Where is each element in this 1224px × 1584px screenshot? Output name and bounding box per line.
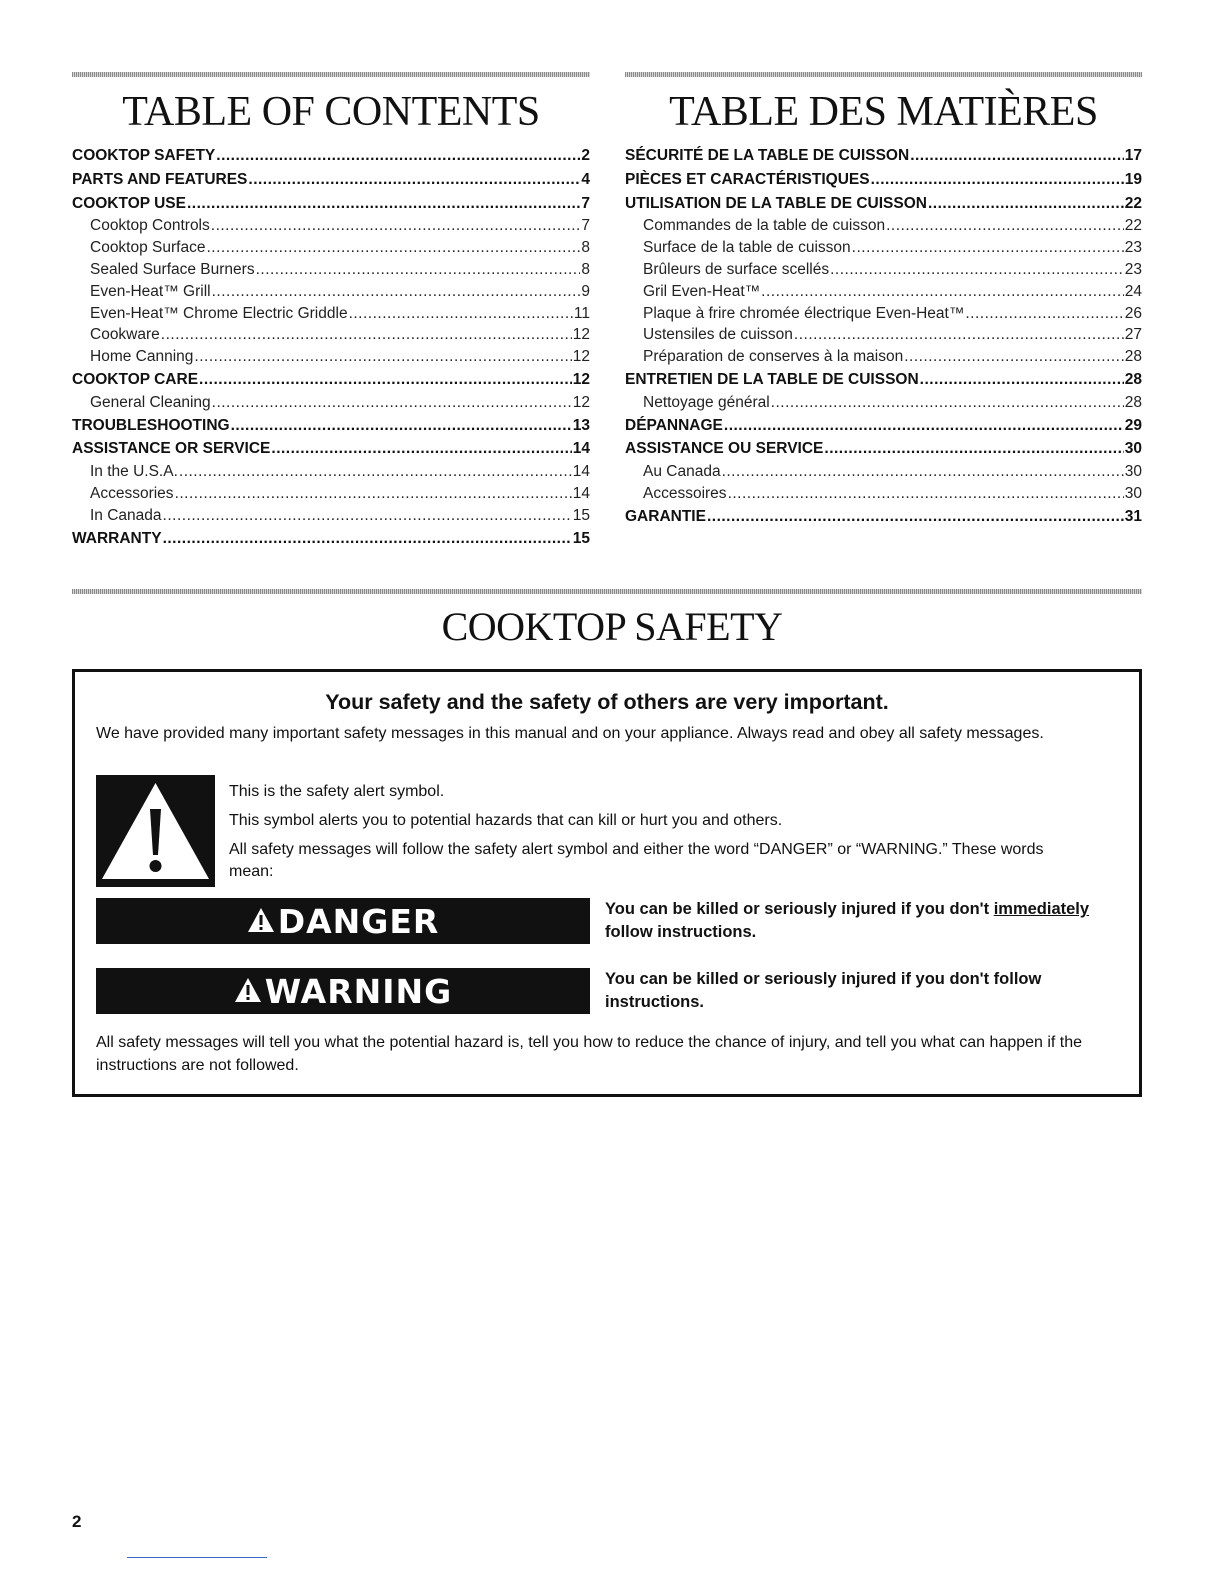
toc-entry[interactable] — [625, 144, 1142, 168]
toc-leader — [194, 346, 571, 368]
toc-entry-page: 14 — [572, 484, 590, 502]
toc-entry-page: 14 — [572, 440, 590, 458]
toc-leader — [871, 168, 1124, 192]
toc-entry[interactable] — [625, 505, 1142, 529]
alert-line-1: This is the safety alert symbol. — [229, 783, 445, 800]
safety-box — [72, 669, 1142, 1097]
toc-list-fr — [625, 144, 1142, 529]
toc-entry[interactable] — [72, 281, 590, 303]
toc-leader — [231, 414, 572, 438]
section-rule — [72, 589, 1142, 594]
danger-message — [605, 898, 1135, 944]
toc-entry-label: PARTS AND FEATURES — [72, 170, 248, 188]
toc-entry[interactable] — [625, 461, 1142, 483]
toc-leader — [965, 303, 1123, 325]
toc-entry-label: ASSISTANCE OR SERVICE — [72, 440, 271, 458]
toc-entry[interactable] — [72, 483, 590, 505]
toc-entry-page: 15 — [572, 529, 590, 547]
toc-leader — [830, 259, 1124, 281]
toc-entry-label: Cookware — [90, 326, 160, 344]
toc-leader — [179, 461, 572, 483]
toc-leader — [920, 368, 1124, 392]
toc-entry[interactable] — [72, 303, 590, 325]
toc-entry-page: 23 — [1124, 239, 1142, 257]
toc-entry-page: 13 — [572, 416, 590, 434]
toc-entry[interactable] — [72, 527, 590, 551]
danger-message-part-a: You can be killed or seriously injured if you don't — [605, 900, 994, 918]
toc-entry-page: 9 — [581, 282, 590, 300]
toc-entry-page: 7 — [581, 194, 590, 212]
toc-entry[interactable] — [625, 437, 1142, 461]
toc-entry-label: ENTRETIEN DE LA TABLE DE CUISSON — [625, 370, 919, 388]
toc-leader — [163, 527, 572, 551]
toc-entry-page: 14 — [572, 463, 590, 481]
toc-leader — [187, 192, 580, 216]
toc-entry-page: 30 — [1124, 484, 1142, 502]
safety-outro: All safety messages will tell you what the potential hazard is, tell you how to reduce the chance of injury, and tell you what can happen if the instructions are not followed. — [96, 1034, 1083, 1074]
toc-entry-label: Sealed Surface Burners — [90, 260, 255, 278]
toc-entry-label: Accessoires — [643, 484, 727, 502]
section-title: COOKTOP SAFETY — [441, 604, 783, 649]
toc-entry[interactable] — [72, 437, 590, 461]
toc-entry[interactable] — [625, 414, 1142, 438]
toc-entry-label: General Cleaning — [90, 393, 211, 411]
toc-entry-label: GARANTIE — [625, 507, 706, 525]
toc-leader — [904, 346, 1124, 368]
toc-leader — [163, 505, 572, 527]
toc-entry[interactable] — [72, 324, 590, 346]
toc-entry[interactable] — [625, 192, 1142, 216]
toc-entry-label: Even-Heat™ Chrome Electric Griddle — [90, 304, 348, 322]
toc-leader — [199, 368, 572, 392]
toc-entry-page: 11 — [573, 304, 590, 322]
toc-entry-label: Accessories — [90, 484, 174, 502]
toc-leader — [886, 215, 1124, 237]
toc-entry-label: DÉPANNAGE — [625, 416, 723, 434]
toc-leader — [728, 483, 1124, 505]
toc-entry-label: Brûleurs de surface scellés — [643, 260, 830, 278]
toc-entry[interactable] — [72, 461, 590, 483]
toc-entry-label: Gril Even-Heat™ — [643, 282, 761, 300]
toc-entry-label: In Canada — [90, 506, 162, 524]
toc-entry-label: ASSISTANCE OU SERVICE — [625, 440, 824, 458]
toc-entry[interactable] — [72, 392, 590, 414]
toc-entry-page: 2 — [581, 147, 590, 164]
top-rule-left — [72, 72, 590, 77]
toc-list-en — [72, 144, 590, 550]
toc-entry-page: 30 — [1124, 440, 1142, 458]
toc-entry-page: 12 — [572, 348, 590, 366]
toc-entry-label: WARRANTY — [72, 529, 162, 547]
toc-entry-page: 27 — [1124, 326, 1142, 344]
toc-leader — [212, 392, 572, 414]
toc-entry-label: COOKTOP SAFETY — [72, 147, 216, 164]
toc-leader — [824, 437, 1123, 461]
toc-entry-page: 15 — [572, 506, 590, 524]
danger-message-part-b: follow instructions. — [605, 923, 757, 941]
toc-entry-label: PIÈCES ET CARACTÉRISTIQUES — [625, 170, 870, 188]
toc-entry-page: 28 — [1124, 393, 1142, 411]
toc-leader — [852, 237, 1124, 259]
toc-entry[interactable] — [72, 259, 590, 281]
toc-entry-label: Nettoyage général — [643, 393, 770, 411]
danger-message-emphasis: immediately — [993, 900, 1090, 918]
toc-entry-page: 31 — [1124, 507, 1142, 525]
toc-entry-label: Cooktop Surface — [90, 239, 206, 257]
toc-leader — [724, 414, 1124, 438]
toc-entry-page: 7 — [581, 217, 590, 235]
toc-entry[interactable] — [72, 505, 590, 527]
toc-leader — [271, 437, 571, 461]
toc-entry-label: Commandes de la table de cuisson — [643, 217, 886, 235]
toc-entry-page: 12 — [572, 370, 590, 388]
toc-entry-label: SÉCURITÉ DE LA TABLE DE CUISSON — [625, 147, 910, 164]
toc-entry-page: 28 — [1124, 348, 1142, 366]
toc-entry-page: 22 — [1124, 194, 1142, 212]
toc-entry-label: Plaque à frire chromée électrique Even-Heat™ — [643, 304, 965, 322]
toc-entry-label: Cooktop Controls — [90, 217, 210, 235]
toc-entry[interactable] — [625, 215, 1142, 237]
alert-line-3: All safety messages will follow the safety alert symbol and either the word “DANGER” or “WARNING.” These words mean: — [229, 841, 1044, 880]
toc-entry[interactable] — [72, 414, 590, 438]
toc-entry-label: In the U.S.A. — [90, 463, 178, 481]
toc-leader — [175, 483, 572, 505]
toc-leader — [771, 392, 1124, 414]
toc-entry[interactable] — [72, 192, 590, 216]
toc-entry[interactable] — [72, 144, 590, 168]
toc-entry-page: 4 — [581, 170, 590, 188]
toc-entry[interactable] — [625, 259, 1142, 281]
toc-entry-page: 23 — [1124, 260, 1142, 278]
toc-entry-page: 24 — [1124, 282, 1142, 300]
toc-entry[interactable] — [72, 346, 590, 368]
toc-entry-label: TROUBLESHOOTING — [72, 416, 230, 434]
toc-leader — [206, 237, 580, 259]
safety-intro: We have provided many important safety messages in this manual and on your appliance. Always read and obey all safety messages. — [96, 725, 1044, 742]
toc-entry-page: 12 — [572, 393, 590, 411]
warning-triangle-icon — [247, 902, 275, 941]
toc-leader — [794, 324, 1124, 346]
toc-entry-label: Home Canning — [90, 348, 194, 366]
toc-entry-page: 30 — [1124, 463, 1142, 481]
toc-leader — [211, 215, 581, 237]
toc-leader — [212, 281, 581, 303]
toc-title-fr: TABLE DES MATIÈRES — [669, 89, 1098, 135]
toc-entry-label: COOKTOP USE — [72, 194, 186, 212]
toc-title-en: TABLE OF CONTENTS — [122, 89, 540, 135]
toc-leader — [248, 168, 580, 192]
danger-banner — [96, 898, 590, 944]
toc-entry-label: Surface de la table de cuisson — [643, 239, 851, 257]
toc-entry-page: 26 — [1124, 304, 1142, 322]
warning-triangle-icon — [234, 972, 262, 1011]
toc-entry-label: Ustensiles de cuisson — [643, 326, 793, 344]
toc-leader — [722, 461, 1124, 483]
toc-entry-label: Au Canada — [643, 463, 721, 481]
toc-entry[interactable] — [625, 303, 1142, 325]
safety-alert-icon — [96, 775, 215, 887]
page-number: 2 — [72, 1512, 82, 1531]
toc-leader — [761, 281, 1124, 303]
toc-leader — [256, 259, 581, 281]
alert-line-2: This symbol alerts you to potential hazards that can kill or hurt you and others. — [229, 812, 783, 829]
danger-label: DANGER — [277, 901, 440, 941]
toc-entry[interactable] — [625, 237, 1142, 259]
toc-entry[interactable] — [625, 483, 1142, 505]
toc-leader — [216, 144, 580, 168]
toc-leader — [161, 324, 572, 346]
toc-entry-page: 8 — [581, 239, 590, 257]
toc-entry-label: Préparation de conserves à la maison — [643, 348, 904, 366]
toc-leader — [707, 505, 1124, 529]
toc-entry-page: 19 — [1124, 170, 1142, 188]
toc-entry-page: 28 — [1124, 370, 1142, 388]
toc-leader — [349, 303, 573, 325]
toc-entry-label: COOKTOP CARE — [72, 370, 199, 388]
toc-entry[interactable] — [625, 281, 1142, 303]
footer-line — [127, 1557, 267, 1558]
toc-entry-label: Even-Heat™ Grill — [90, 282, 211, 300]
toc-leader — [928, 192, 1124, 216]
toc-entry[interactable] — [72, 237, 590, 259]
top-rule-right — [625, 72, 1142, 77]
toc-entry[interactable] — [72, 215, 590, 237]
toc-entry[interactable] — [625, 168, 1142, 192]
toc-entry[interactable] — [625, 368, 1142, 392]
warning-label: WARNING — [264, 971, 453, 1011]
toc-entry-page: 17 — [1124, 147, 1142, 164]
safety-heading: Your safety and the safety of others are very important. — [325, 690, 889, 714]
warning-message: You can be killed or seriously injured if you don't follow instructions. — [605, 970, 1042, 1011]
toc-leader — [910, 144, 1124, 168]
toc-entry-page: 8 — [581, 260, 590, 278]
warning-banner — [96, 968, 590, 1014]
toc-entry[interactable] — [625, 346, 1142, 368]
toc-entry[interactable] — [72, 168, 590, 192]
toc-entry[interactable] — [72, 368, 590, 392]
toc-entry-page: 12 — [572, 326, 590, 344]
toc-entry[interactable] — [625, 324, 1142, 346]
toc-entry-page: 29 — [1124, 416, 1142, 434]
toc-entry[interactable] — [625, 392, 1142, 414]
toc-entry-page: 22 — [1124, 217, 1142, 235]
toc-entry-label: UTILISATION DE LA TABLE DE CUISSON — [625, 194, 927, 212]
